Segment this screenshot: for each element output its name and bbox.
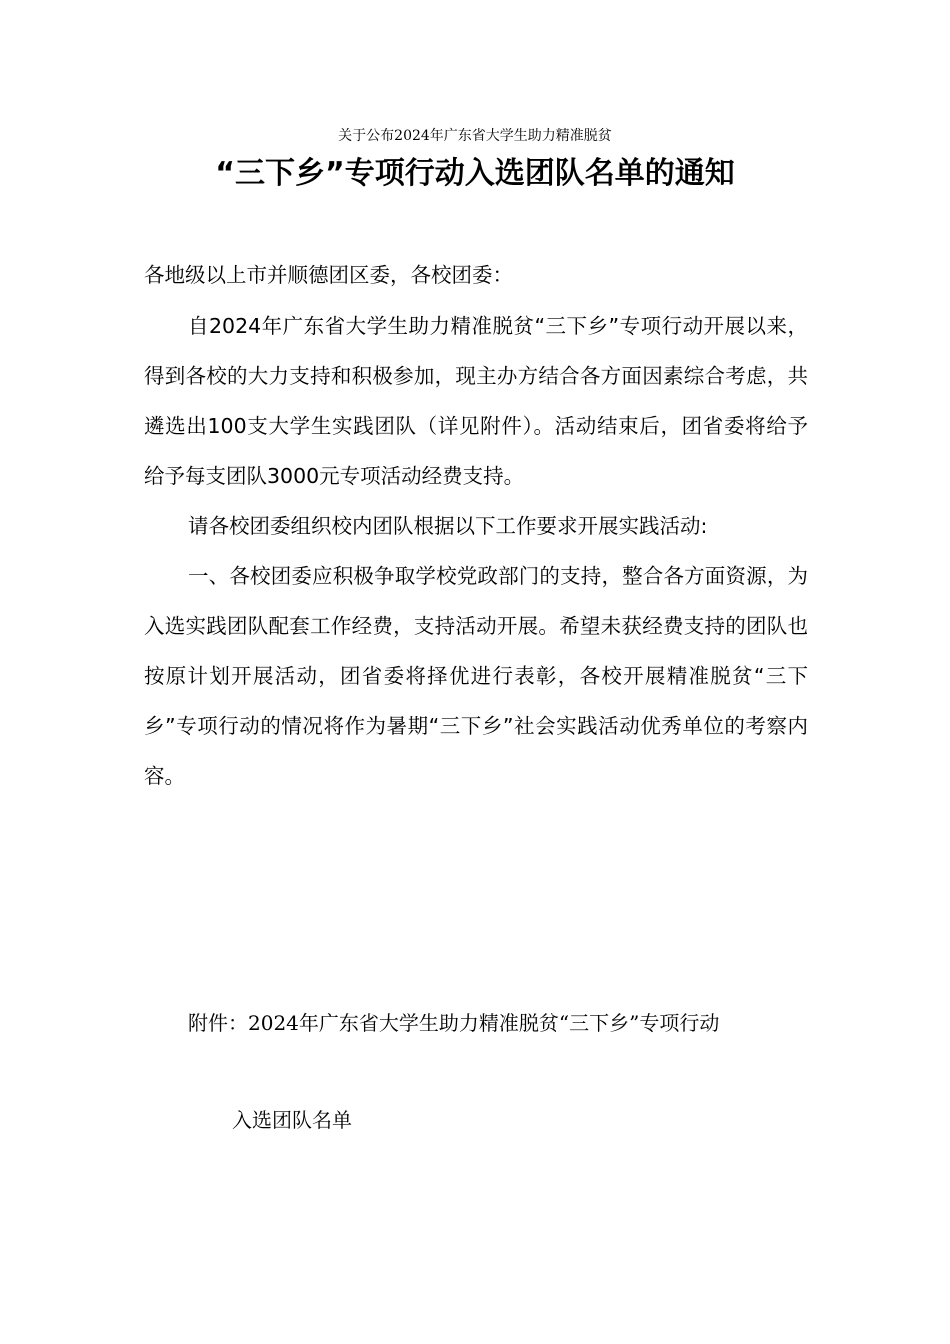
paragraph-item-one: 一、各校团委应积极争取学校党政部门的支持，整合各方面资源，为入选实践团队配套工作经费，支持活动开展。希望未获经费支持的团队也按原计划开展活动，团省委将择优进行表彰，各校开展精准脱贫“三下乡”专项行动的情况将作为暑期“三下乡”社会实践活动优秀单位的考察内容。 bbox=[144, 564, 808, 788]
salutation: 各地级以上市并顺德团区委，各校团委： bbox=[144, 263, 513, 287]
attachment-line: 附件：2024年广东省大学生助力精准脱贫“三下乡”专项行动 bbox=[188, 1011, 720, 1035]
document-subtitle: 关于公布2024年广东省大学生助力精准脱贫 bbox=[338, 128, 612, 144]
paragraph-requirements: 请各校团委组织校内团队根据以下工作要求开展实践活动: bbox=[188, 514, 708, 538]
paragraph-intro: 自2024年广东省大学生助力精准脱贫“三下乡”专项行动开展以来，得到各校的大力支持和积极参加，现主办方结合各方面因素综合考虑，共遴选出100支大学生实践团队（详见附件）。活动结束后，团省委将给予给予每支团队3000元专项活动经费支持。 bbox=[144, 314, 808, 488]
document-title: “三下乡”专项行动入选团队名单的通知 bbox=[215, 156, 735, 191]
attachment-line-continued: 入选团队名单 bbox=[232, 1108, 352, 1132]
